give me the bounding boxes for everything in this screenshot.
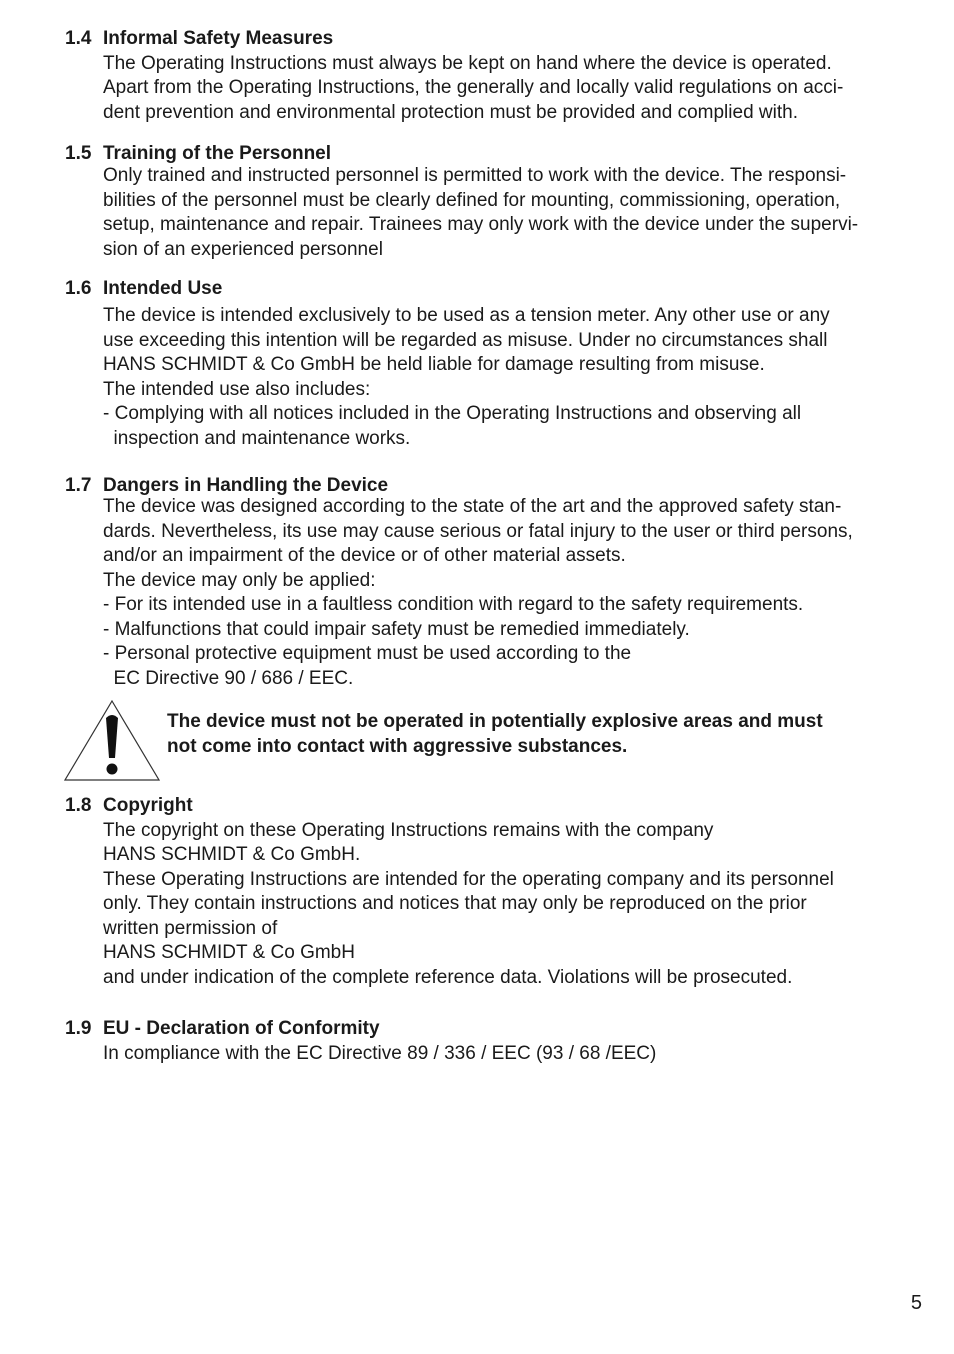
- list-item: - For its intended use in a faultless condition with regard to the safety requirements.: [103, 594, 804, 615]
- section-number: 1.4: [65, 28, 92, 49]
- section-number: 1.5: [65, 143, 92, 164]
- list-item-continuation: inspection and maintenance works.: [103, 427, 411, 449]
- warning-text: [167, 709, 927, 759]
- page-number: 5: [910, 1292, 922, 1314]
- section-number: 1.7: [65, 475, 92, 496]
- paragraph-line: and/or an impairment of the device or of other material assets.: [103, 545, 626, 566]
- paragraph-line: The device is intended exclusively to be used as a tension meter. Any other use or any: [103, 305, 830, 326]
- section-body: [103, 52, 933, 126]
- section-title: EU - Declaration of Conformity: [103, 1018, 380, 1039]
- paragraph-line: In compliance with the EC Directive 89 / 336 / EEC (93 / 68 /EEC): [103, 1042, 657, 1064]
- section-number: 1.9: [65, 1018, 92, 1039]
- paragraph-line: dent prevention and environmental protection must be provided and complied with.: [103, 101, 798, 123]
- paragraph-line: These Operating Instructions are intended for the operating company and its personnel: [103, 868, 834, 890]
- section-title: Dangers in Handling the Device: [103, 475, 389, 496]
- paragraph-line: setup, maintenance and repair. Trainees may only work with the device under the supervi-: [103, 214, 859, 235]
- section-body: [103, 495, 933, 691]
- paragraph-line: written permission of: [103, 917, 278, 939]
- list-item: - Malfunctions that could impair safety must be remedied immediately.: [103, 618, 690, 640]
- paragraph-line: Only trained and instructed personnel is permitted to work with the device. The responsi-: [103, 165, 847, 186]
- section-body: [103, 819, 933, 991]
- list-item-continuation: EC Directive 90 / 686 / EEC.: [103, 667, 354, 689]
- warning-line: not come into contact with aggressive substances.: [167, 736, 628, 757]
- section-number: 1.6: [65, 278, 92, 299]
- paragraph-line: The Operating Instructions must always be kept on hand where the device is operated.: [103, 52, 832, 74]
- paragraph-line: HANS SCHMIDT & Co GmbH: [103, 942, 355, 963]
- paragraph-line: bilities of the personnel must be clearly defined for mounting, commissioning, operation,: [103, 189, 841, 211]
- paragraph-line: sion of an experienced personnel: [103, 238, 383, 260]
- list-item: - Personal protective equipment must be used according to the: [103, 643, 632, 664]
- paragraph-line: use exceeding this intention will be regarded as misuse. Under no circumstances shall: [103, 329, 828, 351]
- section-title: Informal Safety Measures: [103, 28, 334, 49]
- paragraph-line: The device may only be applied:: [103, 569, 376, 591]
- paragraph-line: The intended use also includes:: [103, 378, 371, 400]
- section-title: Training of the Personnel: [103, 143, 332, 164]
- paragraph-line: and under indication of the complete reference data. Violations will be prosecuted.: [103, 966, 793, 988]
- section-title: Intended Use: [103, 278, 223, 299]
- paragraph-line: HANS SCHMIDT & Co GmbH.: [103, 844, 361, 865]
- warning-line: The device must not be operated in potentially explosive areas and must: [167, 711, 823, 732]
- paragraph-line: HANS SCHMIDT & Co GmbH be held liable for damage resulting from misuse.: [103, 354, 765, 375]
- section-body: [103, 304, 933, 451]
- paragraph-line: The copyright on these Operating Instructions remains with the company: [103, 819, 714, 841]
- section-body: [103, 164, 933, 262]
- paragraph-line: The device was designed according to the state of the art and the approved safety stan-: [103, 496, 842, 517]
- warning-triangle-icon: [64, 700, 160, 782]
- section-body: [103, 1042, 933, 1067]
- paragraph-line: dards. Nevertheless, its use may cause serious or fatal injury to the user or third persons,: [103, 520, 853, 542]
- section-number: 1.8: [65, 795, 92, 816]
- paragraph-line: only. They contain instructions and notices that may only be reproduced on the prior: [103, 893, 807, 914]
- list-item: - Complying with all notices included in the Operating Instructions and observing all: [103, 403, 802, 424]
- paragraph-line: Apart from the Operating Instructions, the generally and locally valid regulations on acci-: [103, 77, 844, 98]
- section-title: Copyright: [103, 795, 193, 816]
